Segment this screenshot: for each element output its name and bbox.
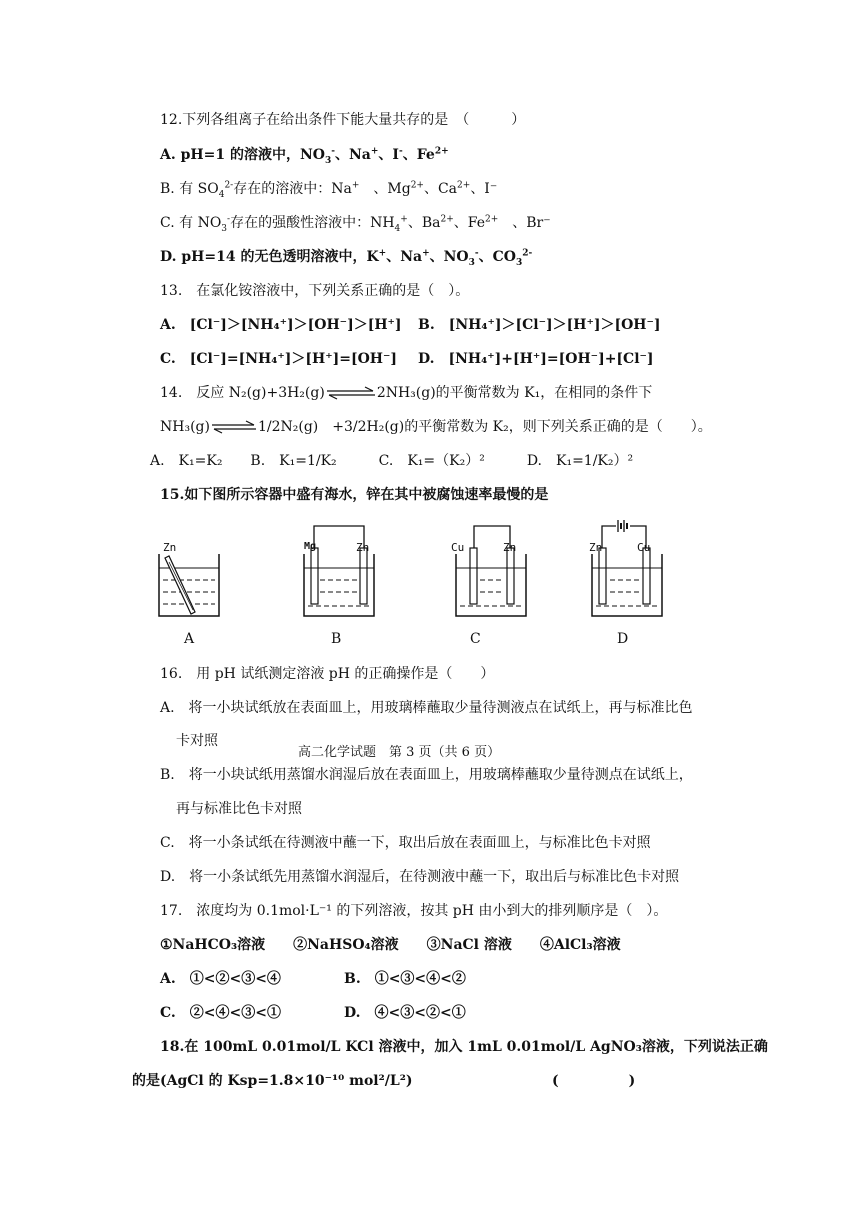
beaker-b-electrode-zn: Zn: [356, 541, 370, 554]
q16-option-a-line1: A. 将一小块试纸放在表面皿上，用玻璃棒蘸取少量待测液点在试纸上，再与标准比色: [160, 700, 693, 716]
q17-option-a: A. ①<②<③<④: [160, 971, 281, 987]
q14-options: A. K₁=K₂ B. K₁=1/K₂ C. K₁=（K₂）² D. K₁=1/K₂）²: [150, 453, 634, 469]
diagram-label-d: D: [617, 631, 629, 647]
equilibrium-arrow-icon: [325, 386, 377, 400]
q12-option-d: D. pH=14 的无色透明溶液中，K+、Na+、$NO_3^-$、$CO_3^{2-}$: [160, 248, 533, 268]
equilibrium-arrow-icon: [210, 420, 258, 434]
beaker-b-diagram: [300, 522, 380, 620]
q16-stem: 16. 用 pH 试纸测定溶液 pH 的正确操作是（ ）: [160, 666, 495, 682]
q17-items: ①NaHCO₃溶液 ②NaHSO₄溶液 ③NaCl 溶液 ④AlCl₃溶液: [160, 937, 621, 953]
beaker-c-electrode-cu: Cu: [451, 541, 465, 554]
q13-option-a: A. [Cl⁻]＞[NH₄⁺]＞[OH⁻]＞[H⁺]: [160, 317, 402, 333]
diagram-label-b: B: [331, 631, 342, 647]
q13-option-b: B. [NH₄⁺]＞[Cl⁻]＞[H⁺]＞[OH⁻]: [418, 317, 661, 333]
q17-option-c: C. ②<④<③<①: [160, 1005, 281, 1021]
q14-line2: NH₃(g) 1/2N₂(g) +3/2H₂(g)的平衡常数为 K₂，则下列关系正确的是（ ）。: [160, 419, 712, 435]
q18-answer-paren: ( ): [552, 1073, 636, 1089]
q13-stem: 13. 在氯化铵溶液中，下列关系正确的是（ ）。: [160, 283, 470, 299]
q16-option-c: C. 将一小条试纸在待测液中蘸一下，取出后放在表面皿上，与标准比色卡对照: [160, 835, 651, 851]
q17-stem: 17. 浓度均为 0.1mol·L⁻¹ 的下列溶液，按其 pH 由小到大的排列顺序是（ ）。: [160, 903, 668, 919]
q15-stem: 15.如下图所示容器中盛有海水，锌在其中被腐蚀速率最慢的是: [160, 487, 549, 503]
beaker-d-electrode-cu: Cu: [637, 541, 651, 554]
q16-option-b-line1: B. 将一小块试纸用蒸馏水润湿后放在表面皿上，用玻璃棒蘸取少量待测点在试纸上，: [160, 767, 693, 783]
q16-option-a-line2: 卡对照: [176, 733, 218, 749]
q17-option-d: D. ④<③<②<①: [344, 1005, 466, 1021]
beaker-d-diagram: [588, 514, 668, 620]
q16-option-d: D. 将一小条试纸先用蒸馏水润湿后，在待测液中蘸一下，取出后与标准比色卡对照: [160, 869, 680, 885]
q12-stem: 12.下列各组离子在给出条件下能大量共存的是 （ ）: [160, 112, 526, 128]
beaker-d-electrode-zn: Zn: [589, 541, 603, 554]
beaker-c-electrode-zn: Zn: [503, 541, 517, 554]
q18-line1: 18.在 100mL 0.01mol/L KCl 溶液中，加入 1mL 0.01mol/L AgNO₃溶液，下列说法正确: [160, 1039, 768, 1055]
q13-option-d: D. [NH₄⁺]+[H⁺]=[OH⁻]+[Cl⁻]: [418, 351, 654, 367]
q18-line2: 的是(AgCl 的 Ksp=1.8×10⁻¹⁰ mol²/L²): [132, 1073, 413, 1089]
beaker-a-electrode-zn: Zn: [163, 541, 177, 554]
beaker-c-diagram: [452, 522, 532, 620]
beaker-b-electrode-mg: Mg: [304, 541, 317, 552]
q12-option-a: A. pH=1 的溶液中，$NO_3^-$、Na+、I-、$Fe^{2+}$: [160, 146, 449, 166]
page-footer: 高二化学试题 第 3 页（共 6 页）: [298, 745, 501, 760]
diagram-label-c: C: [470, 631, 481, 647]
q12-option-b: B. 有 $SO_4^{2-}$存在的溶液中：Na+ 、$Mg^{2+}$、$Ca^{2+}$、I⁻: [160, 180, 498, 200]
q17-option-b: B. ①<③<④<②: [344, 971, 466, 987]
q16-option-b-line2: 再与标准比色卡对照: [176, 801, 302, 817]
diagram-label-a: A: [184, 631, 195, 647]
q12-option-c: C. 有 $NO_3^-$存在的强酸性溶液中：$NH_4^+$、$Ba^{2+}$、$Fe^{2+}$ 、Br⁻: [160, 214, 551, 234]
q13-option-c: C. [Cl⁻]=[NH₄⁺]＞[H⁺]=[OH⁻]: [160, 351, 398, 367]
q14-line1: 14. 反应 N₂(g)+3H₂(g) 2NH₃(g)的平衡常数为 K₁，在相同的条件下: [160, 385, 653, 401]
